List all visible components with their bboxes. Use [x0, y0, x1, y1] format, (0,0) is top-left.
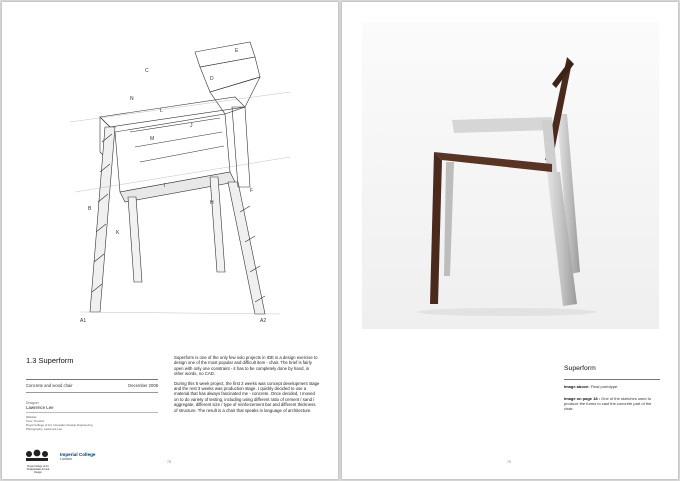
page-number: 78	[167, 460, 171, 464]
project-subtitle: Concrete and wood chair	[26, 383, 73, 388]
caption-text: Final prototype.	[589, 384, 619, 389]
project-description	[174, 355, 320, 417]
sketch-label-l: L	[160, 108, 163, 114]
divider	[564, 379, 660, 380]
project-date: December 2008	[128, 383, 158, 388]
credit-line: Tutor: Product	[26, 419, 45, 423]
imperial-sub: London	[60, 457, 72, 461]
sketch-label-e: E	[235, 48, 239, 54]
chair-photo	[362, 22, 659, 329]
imperial-name: Imperial College	[60, 452, 96, 457]
sketch-label-n: N	[130, 96, 134, 102]
credit-line: Royal College of Art, Innovation Design Engineering	[26, 423, 93, 427]
sketch-label-k: K	[116, 230, 120, 236]
sketch-label-m: M	[150, 136, 155, 142]
subtitle-row	[26, 383, 158, 388]
divider	[26, 379, 158, 380]
divider	[26, 392, 158, 393]
caption-label: Image on page 18 :	[564, 396, 601, 401]
designer-name: Lawrence Lee	[26, 405, 54, 410]
sketch-label-i: I	[164, 183, 166, 189]
sketch-label-b: B	[88, 206, 92, 212]
sketch-label-a1: A1	[80, 318, 87, 324]
sketch-label-j: J	[190, 123, 193, 129]
right-page-title: Superform	[564, 365, 596, 372]
sketch-label-c: C	[145, 68, 149, 74]
description-paragraph: During this 5 week project, the first 2 weeks was concept development stage and the rest 3 weeks was production stage. I quickly decided to use a material that has always fascinated me - concrete. Once decided, I moved on to do variety of testing, including using different ratio of cement / sand / aggregate, different size / type of reinforcement bar and different thickness of structure. The result is a chair that speaks in language of architecture.	[174, 380, 320, 413]
section-title: 1.3 Superform	[26, 356, 74, 365]
chair-photo-graphic	[362, 22, 659, 329]
sketch-label-f: F	[250, 188, 254, 194]
credits	[26, 415, 93, 431]
right-page	[342, 2, 678, 479]
divider	[26, 412, 158, 413]
designer-caption: Designer	[26, 401, 39, 405]
credit-line: Photography: Lawrence Lee	[26, 427, 63, 431]
rca-logo-text: Royal College of Art Postgraduate Art and Design	[26, 465, 50, 474]
sketch-label-d: D	[210, 76, 214, 82]
caption-text: One of the sketches used to produce the forms to cast the concrete part of the chair.	[564, 396, 652, 411]
caption-label: Image above:	[564, 384, 590, 389]
sketch-label-h: H	[210, 200, 214, 206]
description-paragraph: Superform is one of the only few solo projects in IDE is a design exercise to design one of the most popular and difficult item - chair. The brief is fairly open with only one constraint - it has to be completely done by hand, in other words, no CAD.	[174, 355, 318, 377]
sketch-label-a2: A2	[260, 318, 267, 324]
imperial-logo	[60, 452, 96, 462]
caption-image-page	[564, 396, 660, 411]
chair-sketch	[60, 22, 300, 332]
left-page	[2, 2, 338, 479]
page-number: 79	[507, 460, 511, 464]
caption-image-above	[564, 384, 660, 389]
credit-line: Website	[26, 415, 37, 419]
